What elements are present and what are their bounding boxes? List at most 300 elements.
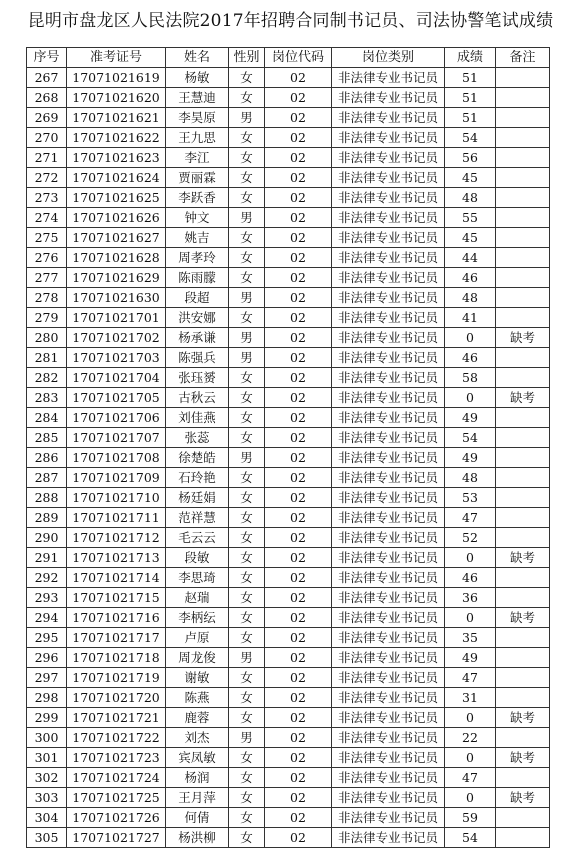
remarks-cell: 缺考 <box>496 328 550 348</box>
seq-cell: 286 <box>27 448 67 468</box>
score-cell: 48 <box>445 188 496 208</box>
seq-cell: 275 <box>27 228 67 248</box>
remarks-cell <box>496 668 550 688</box>
score-cell: 47 <box>445 508 496 528</box>
post-category-cell: 非法律专业书记员 <box>332 588 445 608</box>
score-cell: 51 <box>445 108 496 128</box>
name-cell: 张珏赟 <box>166 368 229 388</box>
post-category-cell: 非法律专业书记员 <box>332 268 445 288</box>
post-code-cell: 02 <box>265 688 332 708</box>
exam-no-cell: 17071021702 <box>67 328 166 348</box>
exam-no-cell: 17071021714 <box>67 568 166 588</box>
score-cell: 54 <box>445 128 496 148</box>
post-code-cell: 02 <box>265 628 332 648</box>
remarks-cell <box>496 688 550 708</box>
table-row <box>27 708 550 728</box>
remarks-cell <box>496 628 550 648</box>
seq-cell: 302 <box>27 768 67 788</box>
seq-cell: 289 <box>27 508 67 528</box>
exam-no-cell: 17071021709 <box>67 468 166 488</box>
table-row <box>27 288 550 308</box>
gender-cell: 男 <box>229 108 265 128</box>
seq-cell: 298 <box>27 688 67 708</box>
exam-no-cell: 17071021704 <box>67 368 166 388</box>
name-cell: 何倩 <box>166 808 229 828</box>
remarks-cell <box>496 148 550 168</box>
post-category-cell: 非法律专业书记员 <box>332 308 445 328</box>
score-cell: 48 <box>445 468 496 488</box>
remarks-cell <box>496 88 550 108</box>
score-cell: 53 <box>445 488 496 508</box>
seq-cell: 277 <box>27 268 67 288</box>
table-row <box>27 588 550 608</box>
table-body <box>27 68 550 848</box>
remarks-cell <box>496 408 550 428</box>
post-category-cell: 非法律专业书记员 <box>332 608 445 628</box>
post-category-cell: 非法律专业书记员 <box>332 448 445 468</box>
exam-no-cell: 17071021719 <box>67 668 166 688</box>
score-cell: 46 <box>445 268 496 288</box>
score-cell: 59 <box>445 808 496 828</box>
seq-cell: 270 <box>27 128 67 148</box>
name-cell: 王月萍 <box>166 788 229 808</box>
seq-cell: 268 <box>27 88 67 108</box>
score-cell: 35 <box>445 628 496 648</box>
name-cell: 贾丽霖 <box>166 168 229 188</box>
gender-cell: 女 <box>229 88 265 108</box>
table-row <box>27 668 550 688</box>
gender-cell: 女 <box>229 628 265 648</box>
seq-cell: 281 <box>27 348 67 368</box>
exam-no-cell: 17071021710 <box>67 488 166 508</box>
post-category-cell: 非法律专业书记员 <box>332 648 445 668</box>
score-cell: 45 <box>445 228 496 248</box>
exam-no-cell: 17071021712 <box>67 528 166 548</box>
table-header <box>27 48 550 68</box>
gender-cell: 女 <box>229 668 265 688</box>
gender-cell: 女 <box>229 768 265 788</box>
remarks-cell <box>496 448 550 468</box>
gender-cell: 男 <box>229 348 265 368</box>
seq-cell: 292 <box>27 568 67 588</box>
name-cell: 姚吉 <box>166 228 229 248</box>
remarks-cell: 缺考 <box>496 708 550 728</box>
seq-cell: 297 <box>27 668 67 688</box>
post-category-cell: 非法律专业书记员 <box>332 188 445 208</box>
remarks-cell <box>496 228 550 248</box>
score-cell: 0 <box>445 608 496 628</box>
name-cell: 赵瑞 <box>166 588 229 608</box>
post-code-cell: 02 <box>265 128 332 148</box>
table-row <box>27 308 550 328</box>
remarks-cell <box>496 768 550 788</box>
remarks-cell <box>496 428 550 448</box>
post-category-cell: 非法律专业书记员 <box>332 168 445 188</box>
post-category-cell: 非法律专业书记员 <box>332 108 445 128</box>
table-row <box>27 808 550 828</box>
gender-cell: 女 <box>229 368 265 388</box>
exam-no-cell: 17071021713 <box>67 548 166 568</box>
score-cell: 46 <box>445 348 496 368</box>
gender-cell: 男 <box>229 728 265 748</box>
name-cell: 刘佳燕 <box>166 408 229 428</box>
gender-cell: 女 <box>229 428 265 448</box>
post-category-cell: 非法律专业书记员 <box>332 528 445 548</box>
score-cell: 52 <box>445 528 496 548</box>
exam-no-cell: 17071021628 <box>67 248 166 268</box>
name-cell: 杨敏 <box>166 68 229 88</box>
post-code-cell: 02 <box>265 808 332 828</box>
score-cell: 45 <box>445 168 496 188</box>
gender-cell: 女 <box>229 268 265 288</box>
post-code-cell: 02 <box>265 188 332 208</box>
remarks-cell <box>496 368 550 388</box>
score-cell: 55 <box>445 208 496 228</box>
name-cell: 陈燕 <box>166 688 229 708</box>
seq-cell: 287 <box>27 468 67 488</box>
exam-no-cell: 17071021620 <box>67 88 166 108</box>
remarks-cell <box>496 188 550 208</box>
post-code-cell: 02 <box>265 708 332 728</box>
seq-cell: 291 <box>27 548 67 568</box>
table-row <box>27 228 550 248</box>
post-code-cell: 02 <box>265 288 332 308</box>
exam-no-cell: 17071021720 <box>67 688 166 708</box>
post-code-cell: 02 <box>265 248 332 268</box>
post-code-cell: 02 <box>265 328 332 348</box>
table-row <box>27 128 550 148</box>
table-row <box>27 688 550 708</box>
exam-no-cell: 17071021706 <box>67 408 166 428</box>
post-code-cell: 02 <box>265 268 332 288</box>
seq-cell: 273 <box>27 188 67 208</box>
remarks-cell: 缺考 <box>496 548 550 568</box>
table-row <box>27 328 550 348</box>
score-cell: 41 <box>445 308 496 328</box>
post-category-cell: 非法律专业书记员 <box>332 668 445 688</box>
seq-cell: 282 <box>27 368 67 388</box>
name-cell: 刘杰 <box>166 728 229 748</box>
gender-cell: 男 <box>229 448 265 468</box>
score-cell: 49 <box>445 408 496 428</box>
post-category-cell: 非法律专业书记员 <box>332 568 445 588</box>
post-code-cell: 02 <box>265 648 332 668</box>
seq-cell: 299 <box>27 708 67 728</box>
score-cell: 54 <box>445 828 496 848</box>
post-code-cell: 02 <box>265 428 332 448</box>
exam-no-cell: 17071021621 <box>67 108 166 128</box>
exam-no-cell: 17071021707 <box>67 428 166 448</box>
post-code-cell: 02 <box>265 108 332 128</box>
seq-cell: 303 <box>27 788 67 808</box>
exam-no-cell: 17071021723 <box>67 748 166 768</box>
gender-cell: 男 <box>229 328 265 348</box>
name-cell: 周龙俊 <box>166 648 229 668</box>
table-row <box>27 108 550 128</box>
exam-no-cell: 17071021715 <box>67 588 166 608</box>
exam-no-cell: 17071021619 <box>67 68 166 88</box>
remarks-cell <box>496 728 550 748</box>
name-cell: 谢敏 <box>166 668 229 688</box>
exam-no-cell: 17071021703 <box>67 348 166 368</box>
post-code-cell: 02 <box>265 148 332 168</box>
exam-no-cell: 17071021622 <box>67 128 166 148</box>
gender-cell: 女 <box>229 828 265 848</box>
exam-no-cell: 17071021705 <box>67 388 166 408</box>
scores-table <box>26 47 550 848</box>
post-code-cell: 02 <box>265 308 332 328</box>
remarks-cell: 缺考 <box>496 388 550 408</box>
name-cell: 陈强兵 <box>166 348 229 368</box>
name-cell: 王九思 <box>166 128 229 148</box>
table-row <box>27 88 550 108</box>
name-cell: 毛云云 <box>166 528 229 548</box>
post-code-cell: 02 <box>265 208 332 228</box>
name-cell: 周孝玲 <box>166 248 229 268</box>
post-category-cell: 非法律专业书记员 <box>332 228 445 248</box>
gender-cell: 女 <box>229 508 265 528</box>
gender-cell: 女 <box>229 308 265 328</box>
seq-cell: 288 <box>27 488 67 508</box>
remarks-cell: 缺考 <box>496 788 550 808</box>
post-code-cell: 02 <box>265 528 332 548</box>
gender-cell: 女 <box>229 788 265 808</box>
table-row <box>27 828 550 848</box>
table-row <box>27 368 550 388</box>
seq-cell: 294 <box>27 608 67 628</box>
name-cell: 鹿蓉 <box>166 708 229 728</box>
gender-cell: 女 <box>229 588 265 608</box>
seq-cell: 300 <box>27 728 67 748</box>
seq-cell: 293 <box>27 588 67 608</box>
post-code-cell: 02 <box>265 508 332 528</box>
score-cell: 0 <box>445 548 496 568</box>
exam-no-cell: 17071021624 <box>67 168 166 188</box>
gender-cell: 女 <box>229 468 265 488</box>
post-category-cell: 非法律专业书记员 <box>332 288 445 308</box>
post-category-cell: 非法律专业书记员 <box>332 348 445 368</box>
seq-cell: 280 <box>27 328 67 348</box>
name-cell: 卢原 <box>166 628 229 648</box>
seq-cell: 274 <box>27 208 67 228</box>
name-cell: 李跃香 <box>166 188 229 208</box>
gender-cell: 女 <box>229 748 265 768</box>
name-cell: 古秋云 <box>166 388 229 408</box>
gender-cell: 女 <box>229 708 265 728</box>
table-row <box>27 388 550 408</box>
remarks-cell <box>496 488 550 508</box>
score-cell: 54 <box>445 428 496 448</box>
exam-no-cell: 17071021627 <box>67 228 166 248</box>
name-cell: 杨廷娟 <box>166 488 229 508</box>
post-code-cell: 02 <box>265 588 332 608</box>
remarks-cell <box>496 108 550 128</box>
remarks-cell: 缺考 <box>496 608 550 628</box>
score-cell: 58 <box>445 368 496 388</box>
score-cell: 49 <box>445 448 496 468</box>
table-row <box>27 168 550 188</box>
header-gender: 性别 <box>229 48 265 68</box>
remarks-cell <box>496 308 550 328</box>
remarks-cell <box>496 128 550 148</box>
score-cell: 51 <box>445 88 496 108</box>
score-cell: 31 <box>445 688 496 708</box>
name-cell: 钟文 <box>166 208 229 228</box>
table-row <box>27 568 550 588</box>
table-row <box>27 608 550 628</box>
post-code-cell: 02 <box>265 468 332 488</box>
gender-cell: 女 <box>229 128 265 148</box>
post-category-cell: 非法律专业书记员 <box>332 408 445 428</box>
name-cell: 陈雨朦 <box>166 268 229 288</box>
post-code-cell: 02 <box>265 608 332 628</box>
seq-cell: 301 <box>27 748 67 768</box>
post-category-cell: 非法律专业书记员 <box>332 628 445 648</box>
table-row <box>27 348 550 368</box>
header-remarks: 备注 <box>496 48 550 68</box>
post-category-cell: 非法律专业书记员 <box>332 328 445 348</box>
gender-cell: 男 <box>229 208 265 228</box>
score-cell: 22 <box>445 728 496 748</box>
post-code-cell: 02 <box>265 168 332 188</box>
post-code-cell: 02 <box>265 68 332 88</box>
remarks-cell <box>496 68 550 88</box>
post-code-cell: 02 <box>265 88 332 108</box>
score-cell: 49 <box>445 648 496 668</box>
header-seq: 序号 <box>27 48 67 68</box>
table-row <box>27 508 550 528</box>
score-cell: 46 <box>445 568 496 588</box>
name-cell: 段超 <box>166 288 229 308</box>
header-post-category: 岗位类别 <box>332 48 445 68</box>
name-cell: 李思琦 <box>166 568 229 588</box>
exam-no-cell: 17071021722 <box>67 728 166 748</box>
header-score: 成绩 <box>445 48 496 68</box>
exam-no-cell: 17071021721 <box>67 708 166 728</box>
seq-cell: 305 <box>27 828 67 848</box>
gender-cell: 女 <box>229 808 265 828</box>
exam-no-cell: 17071021718 <box>67 648 166 668</box>
table-row <box>27 648 550 668</box>
post-code-cell: 02 <box>265 488 332 508</box>
table-row <box>27 548 550 568</box>
gender-cell: 男 <box>229 648 265 668</box>
remarks-cell: 缺考 <box>496 748 550 768</box>
seq-cell: 284 <box>27 408 67 428</box>
exam-no-cell: 17071021626 <box>67 208 166 228</box>
exam-no-cell: 17071021708 <box>67 448 166 468</box>
name-cell: 杨承谦 <box>166 328 229 348</box>
score-cell: 56 <box>445 148 496 168</box>
score-cell: 0 <box>445 388 496 408</box>
post-code-cell: 02 <box>265 728 332 748</box>
gender-cell: 女 <box>229 568 265 588</box>
post-category-cell: 非法律专业书记员 <box>332 88 445 108</box>
score-cell: 47 <box>445 768 496 788</box>
score-cell: 51 <box>445 68 496 88</box>
remarks-cell <box>496 808 550 828</box>
table-row <box>27 448 550 468</box>
exam-no-cell: 17071021701 <box>67 308 166 328</box>
seq-cell: 279 <box>27 308 67 328</box>
name-cell: 宾凤敏 <box>166 748 229 768</box>
post-category-cell: 非法律专业书记员 <box>332 828 445 848</box>
post-code-cell: 02 <box>265 828 332 848</box>
post-code-cell: 02 <box>265 788 332 808</box>
table-row <box>27 248 550 268</box>
score-cell: 0 <box>445 748 496 768</box>
header-row <box>27 48 550 68</box>
post-code-cell: 02 <box>265 548 332 568</box>
post-code-cell: 02 <box>265 368 332 388</box>
table-row <box>27 728 550 748</box>
post-category-cell: 非法律专业书记员 <box>332 468 445 488</box>
post-code-cell: 02 <box>265 568 332 588</box>
post-category-cell: 非法律专业书记员 <box>332 428 445 448</box>
exam-no-cell: 17071021716 <box>67 608 166 628</box>
remarks-cell <box>496 588 550 608</box>
post-category-cell: 非法律专业书记员 <box>332 808 445 828</box>
name-cell: 王慧迪 <box>166 88 229 108</box>
table-row <box>27 628 550 648</box>
table-row <box>27 768 550 788</box>
post-code-cell: 02 <box>265 668 332 688</box>
gender-cell: 女 <box>229 408 265 428</box>
post-category-cell: 非法律专业书记员 <box>332 708 445 728</box>
seq-cell: 290 <box>27 528 67 548</box>
gender-cell: 女 <box>229 68 265 88</box>
name-cell: 杨润 <box>166 768 229 788</box>
score-cell: 0 <box>445 328 496 348</box>
name-cell: 杨洪柳 <box>166 828 229 848</box>
post-category-cell: 非法律专业书记员 <box>332 748 445 768</box>
post-category-cell: 非法律专业书记员 <box>332 788 445 808</box>
name-cell: 范祥慧 <box>166 508 229 528</box>
post-category-cell: 非法律专业书记员 <box>332 208 445 228</box>
gender-cell: 女 <box>229 528 265 548</box>
post-category-cell: 非法律专业书记员 <box>332 728 445 748</box>
post-category-cell: 非法律专业书记员 <box>332 488 445 508</box>
seq-cell: 278 <box>27 288 67 308</box>
score-cell: 44 <box>445 248 496 268</box>
exam-no-cell: 17071021711 <box>67 508 166 528</box>
name-cell: 石玲艳 <box>166 468 229 488</box>
remarks-cell <box>496 528 550 548</box>
table-row <box>27 468 550 488</box>
table-row <box>27 528 550 548</box>
name-cell: 洪安娜 <box>166 308 229 328</box>
remarks-cell <box>496 648 550 668</box>
remarks-cell <box>496 268 550 288</box>
table-row <box>27 188 550 208</box>
gender-cell: 女 <box>229 228 265 248</box>
gender-cell: 女 <box>229 168 265 188</box>
gender-cell: 女 <box>229 248 265 268</box>
table-row <box>27 208 550 228</box>
table-row <box>27 428 550 448</box>
post-code-cell: 02 <box>265 408 332 428</box>
post-code-cell: 02 <box>265 348 332 368</box>
seq-cell: 276 <box>27 248 67 268</box>
table-row <box>27 748 550 768</box>
gender-cell: 女 <box>229 388 265 408</box>
remarks-cell <box>496 348 550 368</box>
name-cell: 徐楚皓 <box>166 448 229 468</box>
exam-no-cell: 17071021629 <box>67 268 166 288</box>
remarks-cell <box>496 288 550 308</box>
name-cell: 李昊原 <box>166 108 229 128</box>
post-code-cell: 02 <box>265 388 332 408</box>
